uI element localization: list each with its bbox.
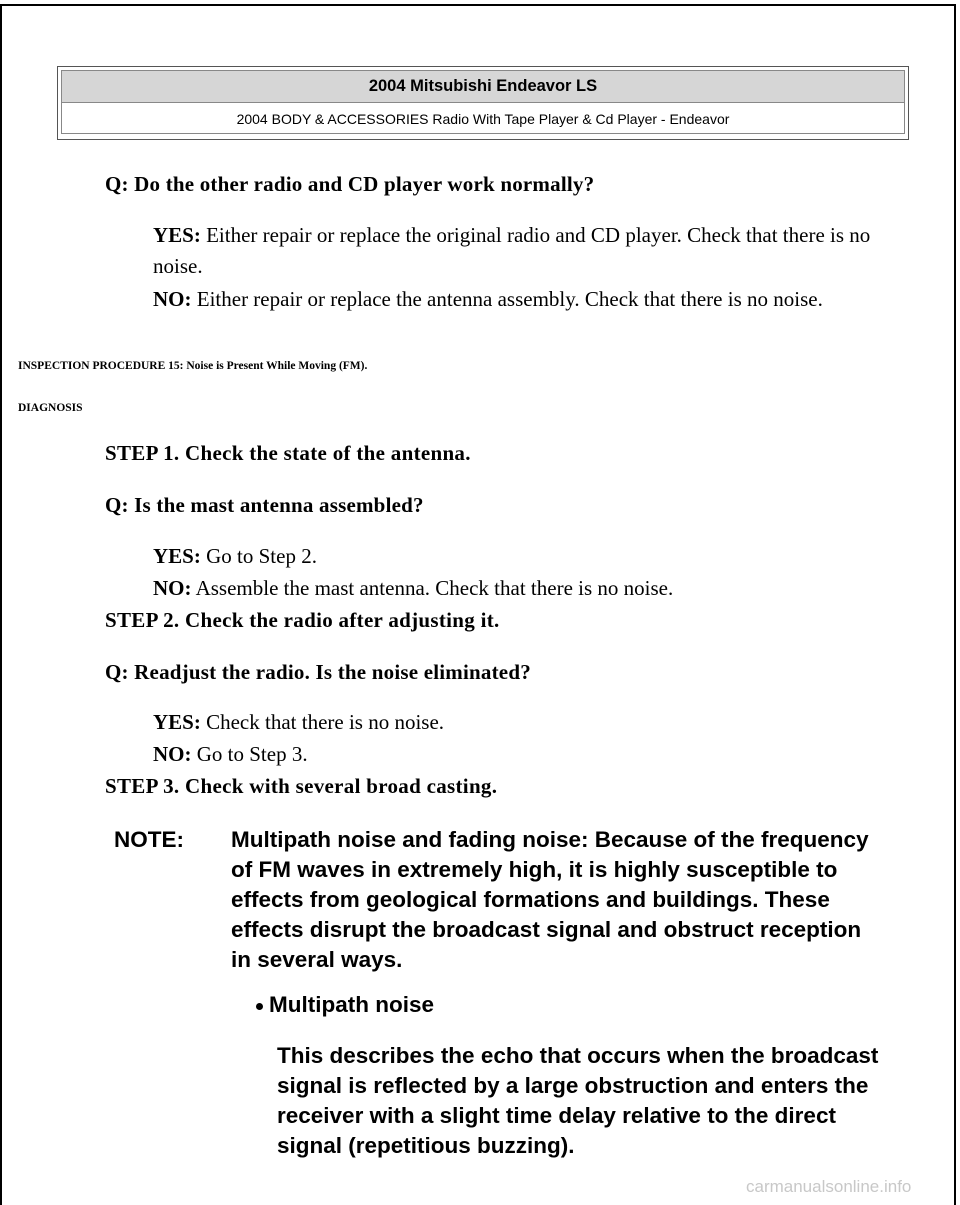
yes-text: Go to Step 2. — [206, 544, 317, 568]
q1-no-answer — [153, 284, 893, 315]
note-label: NOTE: — [114, 827, 184, 852]
no-label: NO: — [153, 287, 192, 311]
yes-text: Check that there is no noise. — [206, 710, 445, 734]
q2-yes-answer — [153, 541, 317, 572]
no-label: NO: — [153, 576, 192, 600]
no-label: NO: — [153, 742, 192, 766]
diagnosis-heading: DIAGNOSIS — [18, 402, 83, 414]
bullet-multipath — [256, 990, 434, 1020]
question-1: Q: Do the other radio and CD player work normally? — [105, 172, 595, 196]
question-3: Q: Readjust the radio. Is the noise eliminated? — [105, 660, 531, 684]
q3-no-answer — [153, 739, 308, 770]
yes-label: YES: — [153, 710, 201, 734]
yes-label: YES: — [153, 223, 201, 247]
step-3-heading: STEP 3. Check with several broad casting. — [105, 774, 498, 798]
question-2: Q: Is the mast antenna assembled? — [105, 493, 424, 517]
step-2-heading: STEP 2. Check the radio after adjusting it. — [105, 608, 500, 632]
bullet-title: Multipath noise — [269, 992, 434, 1017]
no-text: Either repair or replace the antenna assembly. Check that there is no noise. — [196, 287, 823, 311]
note-text: Multipath noise and fading noise: Because of the frequency of FM waves in extremely high, it is highly susceptible to effects from geological formations and buildings. These effects disrupt the broadcast signal and obstruct reception in several ways. — [231, 827, 869, 972]
q1-yes-answer — [153, 220, 913, 282]
header-title: 2004 Mitsubishi Endeavor LS — [61, 70, 905, 103]
document-header — [57, 66, 909, 140]
yes-text: Either repair or replace the original radio and CD player. Check that there is no noise. — [153, 223, 871, 278]
bullet-description: This describes the echo that occurs when the broadcast signal is reflected by a large obstruction and enters the receiver with a slight time delay relative to the direct signal (repetitious buzzing). — [277, 1043, 879, 1158]
q3-yes-answer — [153, 707, 444, 738]
inspection-procedure-heading: INSPECTION PROCEDURE 15: Noise is Present While Moving (FM). — [18, 360, 368, 372]
watermark: carmanualsonline.info — [746, 1177, 912, 1196]
bullet-icon — [256, 1003, 263, 1010]
no-text: Go to Step 3. — [196, 742, 308, 766]
no-text: Assemble the mast antenna. Check that there is no noise. — [195, 576, 674, 600]
step-1-heading: STEP 1. Check the state of the antenna. — [105, 441, 471, 465]
header-subtitle: 2004 BODY & ACCESSORIES Radio With Tape Player & Cd Player - Endeavor — [61, 102, 905, 134]
yes-label: YES: — [153, 544, 201, 568]
q2-no-answer — [153, 573, 673, 604]
